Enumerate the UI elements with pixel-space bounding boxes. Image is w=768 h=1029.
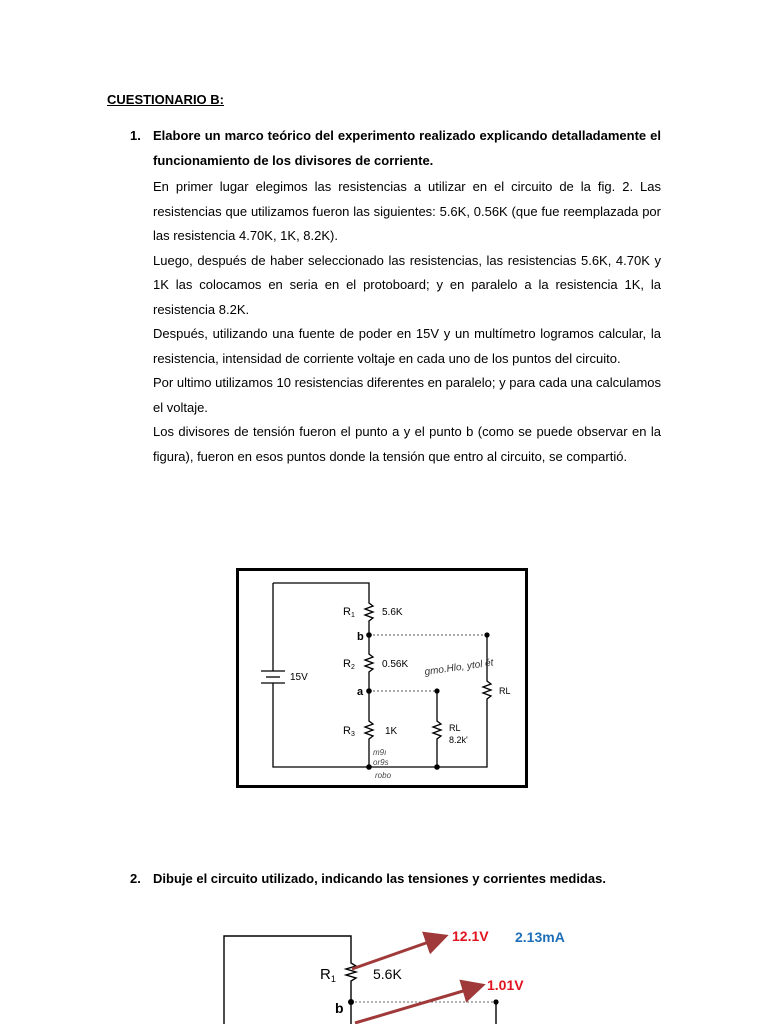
handwritten-note: gmo.Hlo, ytol ét xyxy=(423,657,495,678)
question-2-title: Dibuje el circuito utilizado, indicando las tensiones y corrientes medidas. xyxy=(153,871,606,886)
answer-paragraph: Luego, después de haber seleccionado las resistencias, las resistencias 5.6K, 4.70K y 1K las colocamos en seria en el protoboard; y en paralelo a la resistencia 1K, la resistencia 8.2K. xyxy=(153,252,661,317)
source-voltage-label: 15V xyxy=(290,672,308,683)
r3-label: R3 xyxy=(343,725,355,738)
measured-current: 2.13mA xyxy=(515,929,565,945)
rl-right-label: RL xyxy=(499,686,511,696)
r1-value: 5.6K xyxy=(373,966,402,982)
circuit-figure-1 xyxy=(236,568,528,788)
node-b-label: b xyxy=(357,631,364,643)
section-heading: CUESTIONARIO B: xyxy=(107,92,224,107)
r3-value: 1K xyxy=(385,726,398,737)
handwritten-note: or9s xyxy=(373,758,389,767)
node-a-label: a xyxy=(357,686,364,698)
answer-paragraph: Después, utilizando una fuente de poder en 15V y un multímetro logramos calcular, la resistencia, intensidad de corriente voltaje en cada uno de los puntos del circuito. xyxy=(153,326,661,366)
r1-label: $R_1$ xyxy=(320,966,336,984)
r2-value: 0.56K xyxy=(382,659,409,670)
r1-label: R1 xyxy=(343,606,355,619)
question-1-title: Elabore un marco teórico del experimento realizado explicando detalladamente el funcionamiento de los divisores de corriente. xyxy=(153,128,661,168)
rl-parallel-label: RL xyxy=(449,723,461,733)
r2-label: R2 xyxy=(343,658,355,671)
answer-paragraph: Los divisores de tensión fueron el punto a y el punto b (como se puede observar en la figura), fueron en esos puntos donde la tensión que entro al circuito, se compartió. xyxy=(153,424,661,464)
measured-voltage-r1: 12.1V xyxy=(452,928,489,944)
measured-voltage-r2: 1.01V xyxy=(487,977,524,993)
circuit-figure-2 xyxy=(200,915,600,1024)
handwritten-note: robo xyxy=(375,771,392,780)
rl-parallel-value: 8.2k' xyxy=(449,735,468,745)
r1-value: 5.6K xyxy=(382,607,403,618)
answer-paragraph: Por ultimo utilizamos 10 resistencias diferentes en paralelo; y para cada una calculamos el voltaje. xyxy=(153,375,661,415)
question-1-number: 1. xyxy=(130,128,141,143)
answer-paragraph: En primer lugar elegimos las resistencias a utilizar en el circuito de la fig. 2. Las resistencias que utilizamos fueron las siguientes: 5.6K, 0.56K (que fue reemplazada por las resistencia 4.70K, 1K, 8.2K). xyxy=(153,179,661,243)
node-b-label: b xyxy=(335,1000,344,1016)
handwritten-note: m9ı xyxy=(373,748,387,757)
question-2-number: 2. xyxy=(130,871,141,886)
circuit-diagram-2 xyxy=(200,915,600,1024)
question-1-answer xyxy=(153,175,661,469)
circuit-diagram-1 xyxy=(239,571,525,785)
